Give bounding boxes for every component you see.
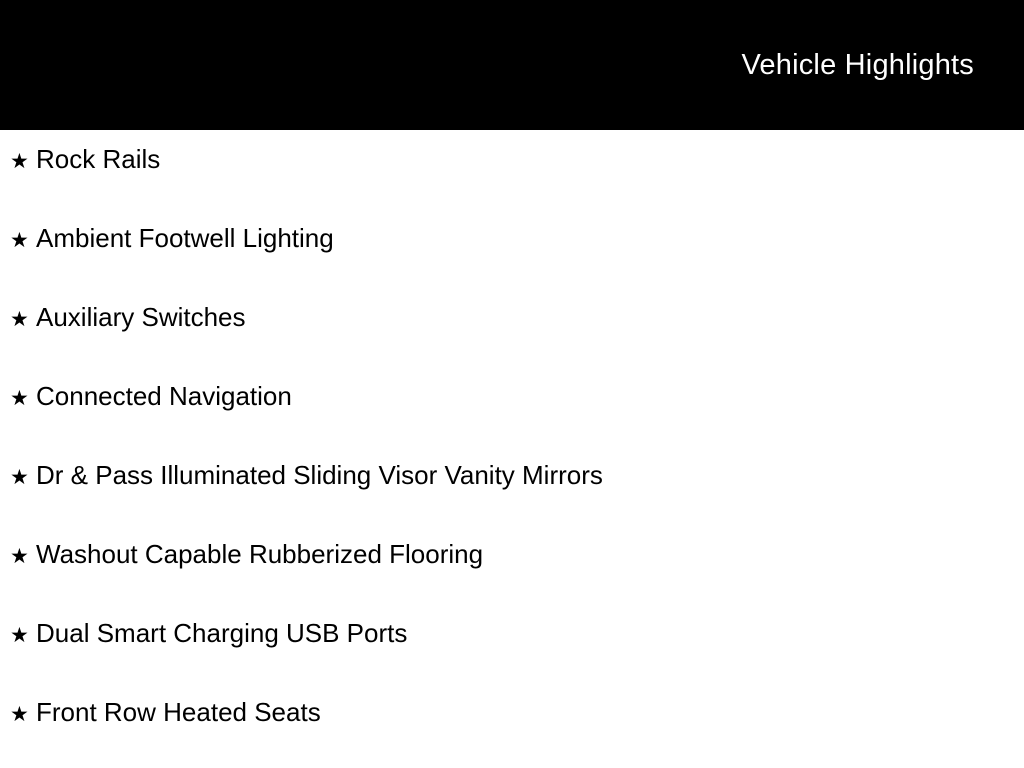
list-item: [0, 146, 1024, 225]
star-icon: ★: [10, 624, 29, 647]
list-item: [0, 541, 1024, 620]
list-item: [0, 383, 1024, 462]
star-icon: ★: [10, 229, 29, 252]
star-icon: ★: [10, 703, 29, 726]
highlight-label: Washout Capable Rubberized Flooring: [36, 539, 484, 569]
highlight-label: Front Row Heated Seats: [36, 697, 321, 727]
star-icon: ★: [10, 545, 29, 568]
list-item: [0, 620, 1024, 699]
highlight-label: Connected Navigation: [36, 381, 292, 411]
list-item: [0, 304, 1024, 383]
star-icon: ★: [10, 308, 29, 331]
star-icon: ★: [10, 387, 29, 410]
header-bar: [0, 0, 1024, 130]
highlight-label: Dual Smart Charging USB Ports: [36, 618, 408, 648]
page-title: Vehicle Highlights: [741, 48, 974, 81]
list-item: [0, 699, 1024, 768]
star-icon: ★: [10, 466, 29, 489]
highlight-label: Auxiliary Switches: [36, 302, 246, 332]
highlight-label: Ambient Footwell Lighting: [36, 223, 334, 253]
highlight-label: Dr & Pass Illuminated Sliding Visor Vanity Mirrors: [36, 460, 603, 490]
list-item: [0, 462, 1024, 541]
star-icon: ★: [10, 150, 29, 173]
vehicle-highlights-list: [0, 130, 1024, 768]
highlight-label: Rock Rails: [36, 144, 161, 174]
list-item: [0, 225, 1024, 304]
